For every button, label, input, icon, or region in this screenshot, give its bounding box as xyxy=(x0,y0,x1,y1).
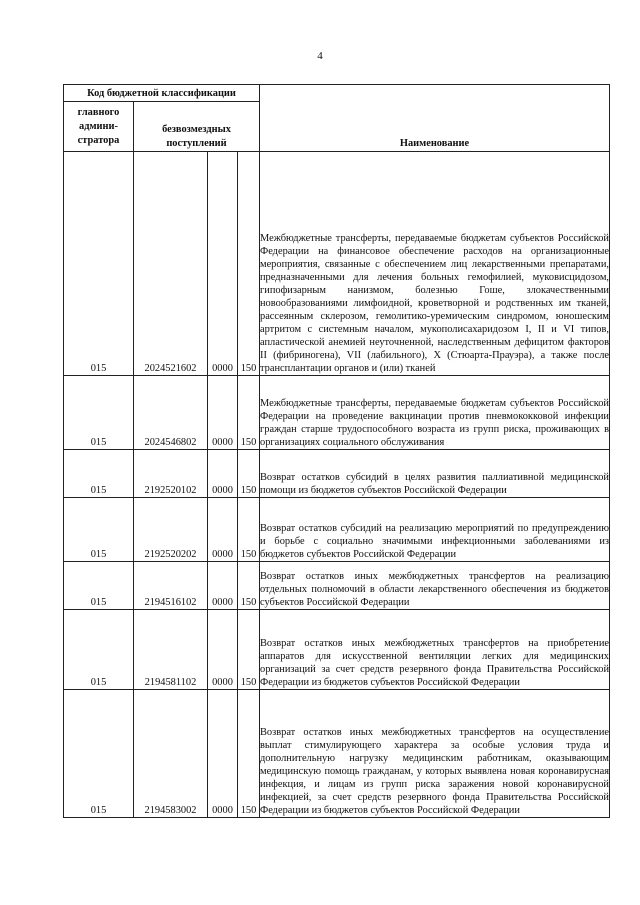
table-row xyxy=(64,376,610,450)
budget-classification-table xyxy=(63,84,610,818)
name-text: Возврат остатков субсидий в целях развития паллиативной медицинской помощи из бюджетов субъектов Российской Федерации xyxy=(260,472,609,496)
kind-code-cell: 150 xyxy=(238,376,260,450)
name-cell xyxy=(260,498,610,562)
table-header-row-top xyxy=(64,85,610,102)
kind-code-cell: 150 xyxy=(238,610,260,690)
sub-code-cell: 0000 xyxy=(208,610,238,690)
name-cell xyxy=(260,562,610,610)
table-row xyxy=(64,562,610,610)
admin-code-cell: 015 xyxy=(64,610,134,690)
budget-code-cell: 2024546802 xyxy=(134,376,208,450)
budget-code-cell: 2194583002 xyxy=(134,690,208,818)
sub-code-cell: 0000 xyxy=(208,152,238,376)
budget-code-header: Код бюджетной классификации xyxy=(64,85,260,102)
name-text: Возврат остатков иных межбюджетных трансфертов на приобретение аппаратов для искусственной вентиляции легких для медицинских организаций за счет средств резервного фонда Правительства Российской Федерации из бюджетов субъектов Российской Федерации xyxy=(260,638,609,688)
kind-code-cell: 150 xyxy=(238,562,260,610)
table-row xyxy=(64,498,610,562)
name-cell xyxy=(260,152,610,376)
admin-code-cell: 015 xyxy=(64,562,134,610)
sub-code-cell: 0000 xyxy=(208,562,238,610)
admin-column-header: главного админи-стратора xyxy=(64,102,134,152)
sub-code-cell: 0000 xyxy=(208,690,238,818)
name-text: Межбюджетные трансферты, передаваемые бюджетам субъектов Российской Федерации на финансовое обеспечение расходов на организационные мероприятия, связанные с обеспечением лиц лекарственными препаратами, предназначенными для лечения больных гемофилией, муковисцидозом, гипофизарным нанизмом, болезнью Гоше, злокачественными новообразованиями лимфоидной, кроветворной и родственных им тканей, рассеянным склерозом, гемолитико-уремическим синдромом, юношеским артритом с системным началом, мукополисахаридозом I, II и VI типов, апластической анемией неуточненной, наследственным дефицитом факторов II (фибриногена), VII (лабильного), X (Стюарта-Прауэра), а также после трансплантации органов и (или) тканей xyxy=(260,233,609,374)
kind-code-cell: 150 xyxy=(238,152,260,376)
admin-code-cell: 015 xyxy=(64,152,134,376)
name-header: Наименование xyxy=(260,85,610,152)
budget-code-cell: 2192520102 xyxy=(134,450,208,498)
name-cell xyxy=(260,450,610,498)
admin-code-cell: 015 xyxy=(64,376,134,450)
table-row xyxy=(64,450,610,498)
sub-code-cell: 0000 xyxy=(208,498,238,562)
name-cell xyxy=(260,690,610,818)
name-text: Возврат остатков иных межбюджетных трансфертов на реализацию отдельных полномочий в области лекарственного обеспечения из бюджетов субъектов Российской Федерации xyxy=(260,571,609,608)
table-row xyxy=(64,610,610,690)
revenue-column-header: безвозмездных поступлений xyxy=(134,102,260,152)
kind-code-cell: 150 xyxy=(238,690,260,818)
admin-code-cell: 015 xyxy=(64,690,134,818)
name-text: Межбюджетные трансферты, передаваемые бюджетам субъектов Российской Федерации на проведение вакцинации против пневмококковой инфекции граждан старше трудоспособного возраста из групп риска, проживающих в организациях социального обслуживания xyxy=(260,398,609,448)
budget-code-cell: 2194516102 xyxy=(134,562,208,610)
budget-code-cell: 2192520202 xyxy=(134,498,208,562)
admin-code-cell: 015 xyxy=(64,498,134,562)
page-number: 4 xyxy=(317,50,323,62)
budget-code-cell: 2024521602 xyxy=(134,152,208,376)
name-cell xyxy=(260,376,610,450)
admin-code-cell: 015 xyxy=(64,450,134,498)
table-row xyxy=(64,152,610,376)
name-text: Возврат остатков иных межбюджетных трансфертов на осуществление выплат стимулирующего характера за особые условия труда и дополнительную нагрузку медицинским работникам, оказывающим медицинскую помощь гражданам, у которых выявлена новая коронавирусная инфекция, и лицам из групп риска заражения новой коронавирусной инфекцией, за счет средств резервного фонда Правительства Российской Федерации из бюджетов субъектов Российской Федерации xyxy=(260,727,609,816)
table-row xyxy=(64,690,610,818)
sub-code-cell: 0000 xyxy=(208,450,238,498)
kind-code-cell: 150 xyxy=(238,498,260,562)
name-cell xyxy=(260,610,610,690)
sub-code-cell: 0000 xyxy=(208,376,238,450)
name-text: Возврат остатков субсидий на реализацию мероприятий по предупреждению и борьбе с социально значимыми инфекционными заболеваниями из бюджетов субъектов Российской Федерации xyxy=(260,523,609,560)
budget-code-cell: 2194581102 xyxy=(134,610,208,690)
kind-code-cell: 150 xyxy=(238,450,260,498)
